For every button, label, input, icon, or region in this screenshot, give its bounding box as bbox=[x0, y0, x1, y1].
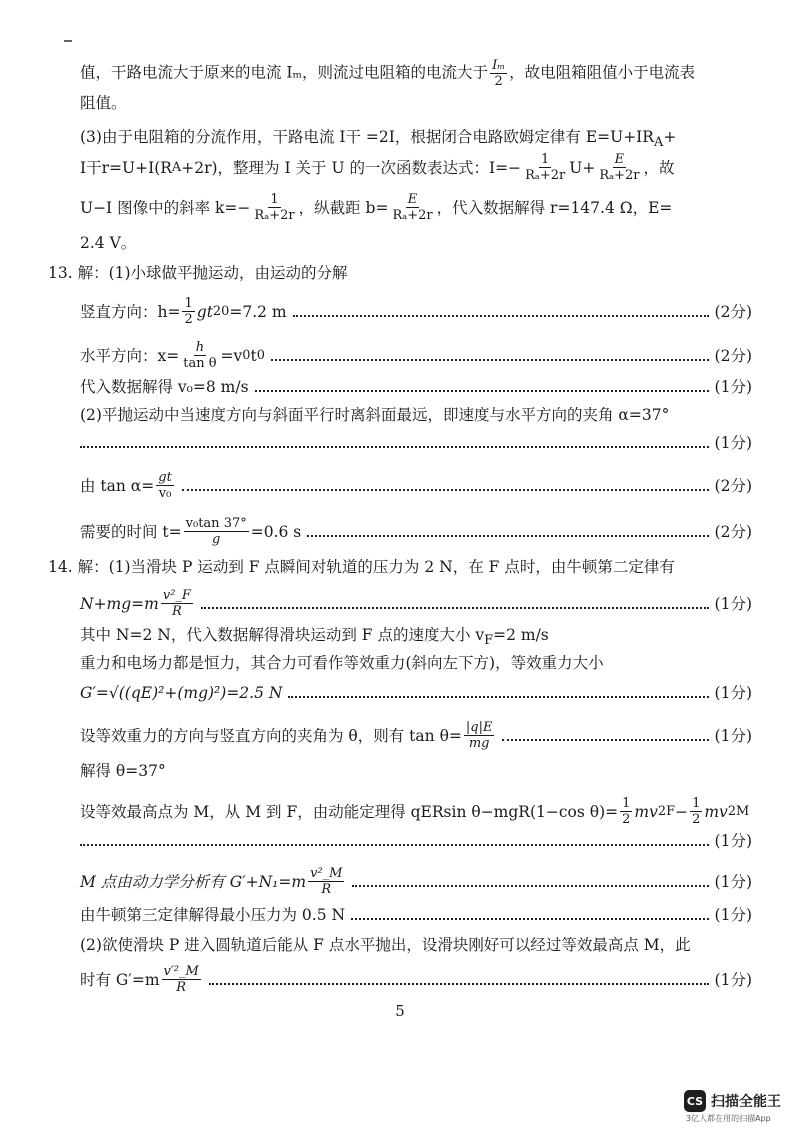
score-points: (2分) bbox=[714, 522, 752, 541]
score-points: (1分) bbox=[714, 970, 752, 989]
dot-leader bbox=[182, 487, 709, 491]
score-points: (1分) bbox=[714, 872, 752, 891]
score-points: (1分) bbox=[714, 378, 752, 396]
page-number: 5 bbox=[395, 1002, 405, 1020]
dot-leader bbox=[288, 694, 708, 698]
dot-leader bbox=[293, 313, 709, 317]
scoring-line: G′=√((qE)²+(mg)²)=2.5 N (1分) bbox=[80, 684, 752, 702]
score-points: (1分) bbox=[714, 684, 752, 702]
scoring-line: 由 tan α= $\frac{gt}{\text{v₀}}$ (2分) bbox=[80, 470, 752, 501]
score-points: (2分) bbox=[714, 346, 752, 365]
cs-logo-icon: CS bbox=[684, 1090, 706, 1112]
dot-leader bbox=[255, 388, 709, 392]
scoring-line bbox=[80, 432, 752, 454]
score-points: (1分) bbox=[714, 434, 752, 452]
scan-mark bbox=[64, 40, 72, 42]
score-points: (1分) bbox=[714, 832, 752, 850]
fraction: $\frac{E}{\text{Rₐ+2r}}$ bbox=[599, 152, 640, 183]
scanner-tagline: 3亿人都在用的扫描App bbox=[686, 1114, 771, 1123]
scoring-line: 需要的时间 t= $\frac{\text{v₀tan 37°}}{g}$ =0.6 s (2分) bbox=[80, 516, 752, 547]
text-line: (2)欲使滑块 P 进入圆轨道后能从 F 点水平抛出，设滑块刚好可以经过等效最高点 M，此 bbox=[80, 936, 691, 954]
text-line: (3)由于电阻箱的分流作用，干路电流 I干 =2I，根据闭合电路欧姆定律有 $E=U+IR_A+$ bbox=[80, 128, 677, 151]
scoring-line: 由牛顿第三定律解得最小压力为 0.5 N (1分) bbox=[80, 906, 752, 924]
scoring-line: 水平方向：x= $\frac{h}{\text{tan θ}}$ =v 0 t 0 (2分) bbox=[80, 340, 752, 371]
dot-leader bbox=[502, 737, 708, 741]
text-line: 2.4 V。 bbox=[80, 234, 137, 252]
dot-leader bbox=[201, 605, 709, 609]
fraction: $\frac{E}{\text{Rₐ+2r}}$ bbox=[392, 192, 433, 223]
scoring-line: N+mg=m $\frac{\text{v²\_F}}{R}$ (1分) bbox=[80, 588, 752, 619]
score-points: (1分) bbox=[714, 594, 752, 613]
fraction: $\frac{1}{\text{Rₐ+2r}}$ bbox=[254, 192, 295, 223]
dot-leader bbox=[352, 883, 708, 887]
question-14-heading: 14. 解：(1)当滑块 P 运动到 F 点瞬间对轨道的压力为 2 N，在 F 点时，由牛顿第二定律有 bbox=[48, 558, 675, 576]
dot-leader bbox=[80, 842, 709, 846]
fraction: $\frac{\text{Iₘ}}{2}$ bbox=[492, 58, 506, 89]
dot-leader bbox=[80, 444, 709, 448]
dot-leader bbox=[307, 533, 708, 537]
question-13-heading: 13. 解：(1)小球做平抛运动，由运动的分解 bbox=[48, 264, 348, 282]
scoring-line: 设等效重力的方向与竖直方向的夹角为 θ，则有 tan θ= $\frac{|q|E}{mg}$ (1分) bbox=[80, 720, 752, 751]
scanner-watermark bbox=[684, 1090, 781, 1112]
text-line: 解得 θ=37° bbox=[80, 762, 166, 780]
dot-leader bbox=[271, 357, 709, 361]
scoring-line: M 点由动力学分析有 G′+N₁=m $\frac{\text{v²\_M}}{R}$ (1分) bbox=[80, 866, 752, 897]
scanner-name: 扫描全能王 bbox=[711, 1094, 781, 1110]
text-line: 阻值。 bbox=[80, 94, 127, 112]
scoring-line: 竖直方向：h= $\frac{1}{2}$ gt 2 0 =7.2 m (2分) bbox=[80, 296, 752, 327]
dot-leader bbox=[209, 981, 709, 985]
text-line: U−I 图像中的斜率 k=− $\frac{1}{\text{Rₐ+2r}}$ ，纵截距 b= $\frac{E}{\text{Rₐ+2r}}$ ，代入数据解得 r=147.4 Ω，E= bbox=[80, 192, 673, 223]
text-line: I干r=U+I(R A +2r)，整理为 I 关于 U 的一次函数表达式：I=− $\frac{1}{\text{Rₐ+2r}}$ U+ $\frac{E}{\text{Rₐ+2r}}$ ，故 bbox=[80, 152, 675, 183]
score-points: (1分) bbox=[714, 906, 752, 924]
scoring-line: 时有 G′=m $\frac{\text{v′²\_M}}{R}$ (1分) bbox=[80, 964, 752, 995]
text-line: 值，干路电流大于原来的电流 Iₘ，则流过电阻箱的电流大于 $\frac{\text{Iₘ}}{2}$ ，故电阻箱阻值小于电流表 bbox=[80, 58, 696, 89]
fraction: $\frac{1}{\text{Rₐ+2r}}$ bbox=[525, 152, 566, 183]
text-line: 其中 N=2 N，代入数据解得滑块运动到 F 点的速度大小 $v_F=2$ m/s bbox=[80, 626, 549, 649]
dot-leader bbox=[351, 916, 708, 920]
scoring-line bbox=[80, 830, 752, 852]
text-line: 设等效最高点为 M，从 M 到 F，由动能定理得 qERsin θ−mgR(1−cos θ)= $\frac{1}{2}$ mv 2 F − $\frac{1}{2}$ mv 2 M bbox=[80, 796, 750, 827]
score-points: (2分) bbox=[714, 476, 752, 495]
score-points: (2分) bbox=[714, 302, 752, 321]
score-points: (1分) bbox=[714, 726, 752, 745]
scoring-line: 代入数据解得 v₀=8 m/s (1分) bbox=[80, 378, 752, 396]
text-line: (2)平抛运动中当速度方向与斜面平行时离斜面最远，即速度与水平方向的夹角 α=37° bbox=[80, 406, 670, 424]
text-line: 重力和电场力都是恒力，其合力可看作等效重力(斜向左下方)，等效重力大小 bbox=[80, 654, 604, 672]
